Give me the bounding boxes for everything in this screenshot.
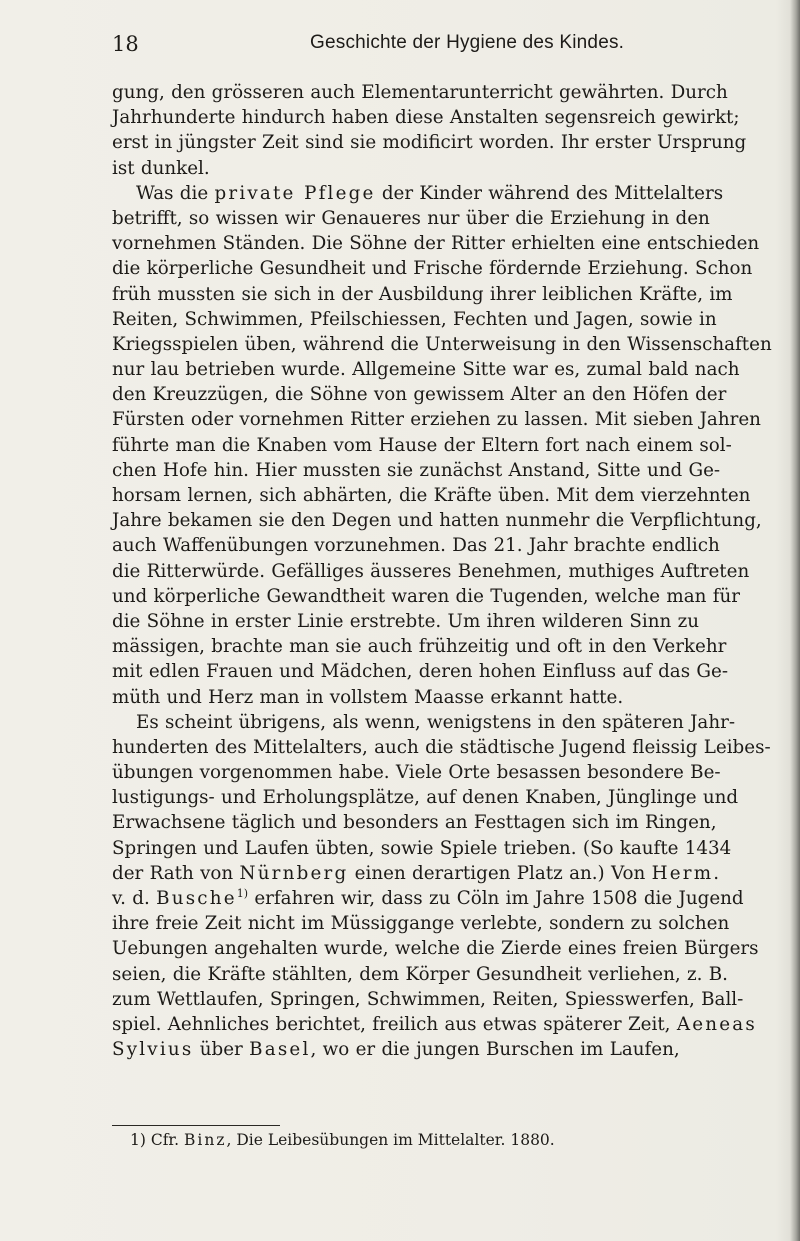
spaced-emphasis: Busche	[156, 888, 237, 909]
text-line: müth und Herz man in vollstem Maasse erkannt hatte.	[112, 686, 624, 708]
spaced-emphasis: Sylvius	[112, 1039, 194, 1061]
text-line: seien, die Kräfte stählten, dem Körper Gesundheit verliehen, z. B.	[112, 963, 728, 985]
spaced-emphasis: Nürnberg	[239, 862, 349, 884]
text-span: , wo er die jungen Burschen im Laufen,	[310, 1039, 680, 1061]
spaced-emphasis: Aeneas	[676, 1013, 757, 1035]
text-span: über	[193, 1039, 250, 1061]
text-line: übungen vorgenommen habe. Viele Orte besassen besondere Be-	[112, 762, 721, 784]
text-span: erfahren wir, dass zu Cöln im Jahre 1508 die Jugend	[248, 888, 744, 909]
text-line: ist dunkel.	[112, 157, 210, 179]
footnote-marker: 1) Cfr.	[130, 1131, 184, 1149]
text-line: Springen und Laufen übten, sowie Spiele trieben. (So kaufte 1434	[112, 837, 732, 859]
text-line: Reiten, Schwimmen, Pfeilschiessen, Fechten und Jagen, sowie in	[112, 308, 717, 330]
text-line: Uebungen angehalten wurde, welche die Zierde eines freien Bürgers	[112, 938, 759, 960]
footnote-author: Binz	[184, 1131, 227, 1149]
text-line: Jahre bekamen sie den Degen und hatten nunmehr die Verpflichtung,	[112, 510, 762, 532]
text-line: horsam lernen, sich abhärten, die Kräfte üben. Mit dem vierzehnten	[112, 485, 751, 506]
page-number: 18	[112, 32, 139, 56]
text-line: betrifft, so wissen wir Genaueres nur über die Erziehung in den	[112, 207, 710, 229]
footnote-text: , Die Leibesübungen im Mittelalter. 1880.	[226, 1131, 555, 1149]
footnote	[130, 1131, 555, 1149]
text-span: spiel. Aehnliches berichtet, freilich aus etwas späterer Zeit,	[112, 1013, 677, 1035]
text-line	[112, 1037, 800, 1062]
text-line	[112, 861, 800, 886]
text-line: die Söhne in erster Linie erstrebte. Um ihren wilderen Sinn zu	[112, 610, 700, 632]
text-line: die körperliche Gesundheit und Frische fördernde Erziehung. Schon	[112, 258, 753, 280]
text-line: lustigungs- und Erholungsplätze, auf denen Knaben, Jünglinge und	[112, 787, 739, 809]
spaced-emphasis: Herm.	[651, 862, 722, 884]
text-line: Jahrhunderte hindurch haben diese Anstalten segensreich gewirkt;	[112, 107, 740, 129]
body-text	[112, 80, 800, 1062]
text-line: ihre freie Zeit nicht im Müssiggange verlebte, sondern zu solchen	[112, 913, 730, 935]
running-title: Geschichte der Hygiene des Kindes.	[310, 32, 625, 53]
footnote-divider	[112, 1125, 280, 1126]
text-line: auch Waffenübungen vorzunehmen. Das 21. Jahr brachte endlich	[112, 535, 720, 557]
text-line: früh mussten sie sich in der Ausbildung ihrer leiblichen Kräfte, im	[112, 283, 733, 305]
text-span: der Rath von	[112, 862, 240, 884]
text-line: und körperliche Gewandtheit waren die Tugenden, welche man für	[112, 585, 740, 607]
text-line: Fürsten oder vornehmen Ritter erziehen zu lassen. Mit sieben Jahren	[112, 409, 761, 431]
footnote-reference: 1)	[236, 886, 249, 900]
text-span: der Kinder während des Mittelalters	[375, 182, 724, 204]
text-line: den Kreuzzügen, die Söhne von gewissem Alter an den Höfen der	[112, 384, 727, 406]
text-line	[112, 1012, 800, 1037]
text-line: führte man die Knaben vom Hause der Eltern fort nach einem sol-	[112, 434, 732, 456]
spaced-emphasis: Basel	[249, 1039, 311, 1061]
text-line: mässigen, brachte man sie auch frühzeitig und oft in den Verkehr	[112, 636, 727, 658]
text-line: hunderten des Mittelalters, auch die städtische Jugend fleissig Leibes-	[112, 736, 771, 758]
text-line: die Ritterwürde. Gefälliges äusseres Benehmen, muthiges Auftreten	[112, 560, 750, 582]
text-line: nur lau betrieben wurde. Allgemeine Sitte war es, zumal bald nach	[112, 359, 740, 381]
page-header	[112, 32, 712, 60]
text-span: einen derartigen Platz an.) Von	[348, 862, 652, 884]
text-line: Erwachsene täglich und besonders an Festtagen sich im Ringen,	[112, 812, 717, 834]
text-line: zum Wettlaufen, Springen, Schwimmen, Reiten, Spiesswerfen, Ball-	[112, 988, 744, 1010]
text-line: erst in jüngster Zeit sind sie modificirt worden. Ihr erster Ursprung	[112, 132, 747, 154]
text-line: Kriegsspielen üben, während die Unterweisung in den Wissenschaften	[112, 333, 772, 355]
text-line: gung, den grösseren auch Elementarunterricht gewährten. Durch	[112, 82, 728, 103]
text-line: Es scheint übrigens, als wenn, wenigstens in den späteren Jahr-	[136, 711, 736, 733]
text-line: chen Hofe hin. Hier mussten sie zunächst Anstand, Sitte und Ge-	[112, 459, 721, 481]
text-line	[112, 886, 800, 911]
spaced-emphasis: private Pflege	[214, 182, 376, 204]
text-line	[112, 181, 800, 206]
text-line: mit edlen Frauen und Mädchen, deren hohen Einfluss auf das Ge-	[112, 661, 728, 683]
text-line: vornehmen Ständen. Die Söhne der Ritter erhielten eine entschieden	[112, 233, 760, 255]
text-span: v. d.	[112, 888, 157, 909]
text-span: Was die	[136, 182, 215, 204]
